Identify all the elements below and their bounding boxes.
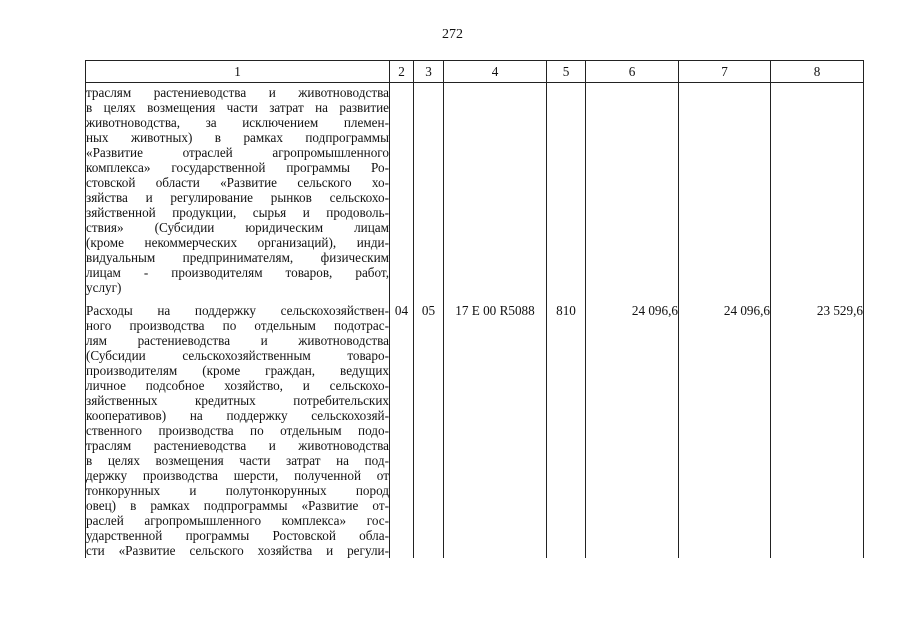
column-header: 1 xyxy=(86,61,390,83)
description-line: траслям растениеводства и животноводства xyxy=(86,438,389,453)
description-line: ного производства по отдельным подотрас- xyxy=(86,318,389,333)
budget-table xyxy=(85,60,864,558)
column-header: 6 xyxy=(586,61,679,83)
column-header: 2 xyxy=(390,61,414,83)
description-line: комплекса» государственной программы Ро- xyxy=(86,160,389,175)
description-line: стовской области «Развитие сельского хо- xyxy=(86,175,389,190)
rz-cell xyxy=(390,83,414,302)
description-line: услуг) xyxy=(86,280,122,295)
description-line: тонкорунных и полутонкорунных пород xyxy=(86,483,389,498)
description-line: зяйственных кредитных потребительских xyxy=(86,393,389,408)
description-line: видуальным предпринимателям, физическим xyxy=(86,250,389,265)
table-row xyxy=(86,83,864,302)
description-line: держку производства шерсти, полученной от xyxy=(86,468,389,483)
row-description xyxy=(86,83,390,302)
description-line: (кроме некоммерческих организаций), инди- xyxy=(86,235,389,250)
description-line: лицам - производителям товаров, работ, xyxy=(86,265,389,280)
table-row xyxy=(86,301,864,558)
description-line: ствия» (Субсидии юридическим лицам xyxy=(86,220,389,235)
description-line: Расходы на поддержку сельскохозяйствен- xyxy=(86,303,389,318)
column-header: 5 xyxy=(547,61,586,83)
amount-cell: 24 096,6 xyxy=(679,301,771,558)
description-line: в целях возмещения части затрат на развитие xyxy=(86,100,389,115)
description-line: «Развитие отраслей агропромышленного xyxy=(86,145,389,160)
description-line: кооперативов) на поддержку сельскохозяй- xyxy=(86,408,389,423)
description-line: зяйства и регулирование рынков сельскохо- xyxy=(86,190,389,205)
vr-cell: 810 xyxy=(547,301,586,558)
amount-cell: 23 529,6 xyxy=(771,301,864,558)
pr-cell xyxy=(414,83,444,302)
description-line: производителям (кроме граждан, ведущих xyxy=(86,363,389,378)
description-line: лям растениеводства и животноводства xyxy=(86,333,389,348)
description-line: в целях возмещения части затрат на под- xyxy=(86,453,389,468)
row-description xyxy=(86,301,390,558)
csr-cell: 17 Е 00 R5088 xyxy=(444,301,547,558)
description-line: сти «Развитие сельского хозяйства и регули- xyxy=(86,543,389,558)
description-line: личное подсобное хозяйство, и сельскохо- xyxy=(86,378,389,393)
csr-cell xyxy=(444,83,547,302)
description-line: ственного производства по отдельным подо- xyxy=(86,423,389,438)
description-line: раслей агропромышленного комплекса» гос- xyxy=(86,513,389,528)
amount-cell xyxy=(771,83,864,302)
pr-cell: 05 xyxy=(414,301,444,558)
description-line: (Субсидии сельскохозяйственным товаро- xyxy=(86,348,389,363)
page-number: 272 xyxy=(442,27,463,42)
table-header-row xyxy=(86,61,864,83)
amount-cell: 24 096,6 xyxy=(586,301,679,558)
description-line: траслям растениеводства и животноводства xyxy=(86,85,389,100)
vr-cell xyxy=(547,83,586,302)
description-line: ударственной программы Ростовской обла- xyxy=(86,528,389,543)
amount-cell xyxy=(586,83,679,302)
description-line: зяйственной продукции, сырья и продоволь- xyxy=(86,205,389,220)
column-header: 3 xyxy=(414,61,444,83)
column-header: 4 xyxy=(444,61,547,83)
description-line: животноводства, за исключением племен- xyxy=(86,115,389,130)
description-line: ных животных) в рамках подпрограммы xyxy=(86,130,389,145)
description-line: овец) в рамках подпрограммы «Развитие от- xyxy=(86,498,389,513)
column-header: 8 xyxy=(771,61,864,83)
amount-cell xyxy=(679,83,771,302)
rz-cell: 04 xyxy=(390,301,414,558)
column-header: 7 xyxy=(679,61,771,83)
